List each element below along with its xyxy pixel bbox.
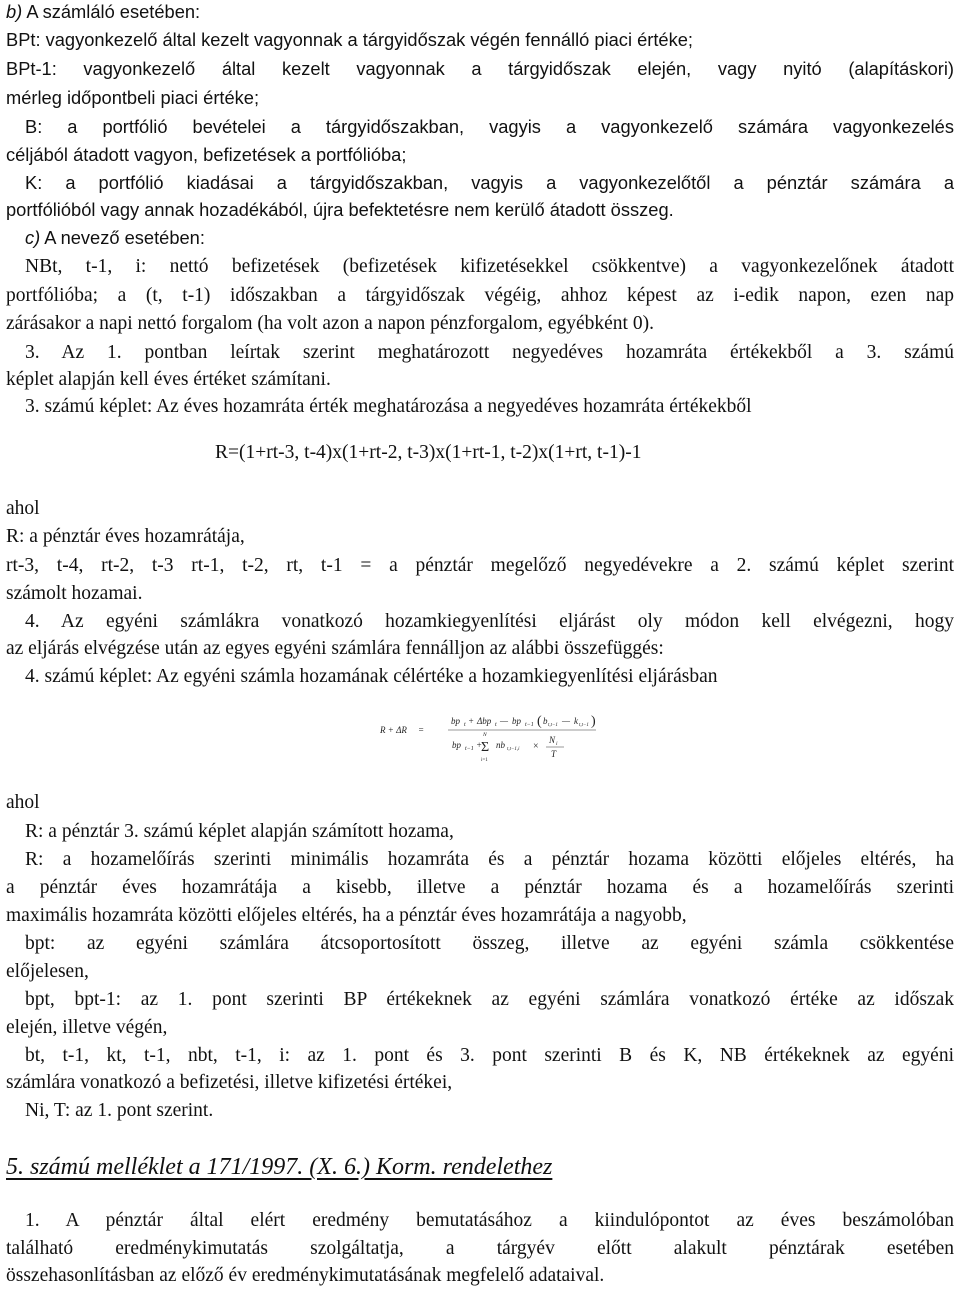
- formula4-frac2-den: T: [551, 749, 557, 759]
- section-c-label: c): [25, 227, 41, 248]
- text-line-k-cont: portfólióból vagy annak hozadékából, újra befektetésre nem kerülő átadott összeg.: [6, 199, 674, 220]
- text-line-bt-kt-def-cont: számlára vonatkozó a befizetési, illetve kifizetési értékei,: [6, 1072, 453, 1093]
- formula4-paren-open: (: [537, 714, 542, 729]
- formula4-den-a-sub: t−1: [465, 746, 474, 752]
- formula4-num-minus: —: [500, 716, 509, 726]
- text-line-point4: 4. Az egyéni számlákra vonatkozó hozamkiegyenlítési eljárást oly módon kell elvégezni, hogy: [25, 611, 954, 632]
- text-line-bpt1-cont: mérleg időpontbeli piaci értéke;: [6, 87, 260, 108]
- formula4-den-nb-sub: t,t−1,i: [507, 747, 520, 752]
- text-line-nbt-cont2: zárásakor a napi nettó forgalom (ha volt azon a napon pénzforgalom, egyébként 0).: [6, 313, 654, 334]
- text-line-nbt-cont1: portfólióba; a (t, t-1) időszakban a tárgyidőszak végéig, ahhoz képest az i-edik napon, ezen nap: [6, 285, 954, 306]
- text-line-r-def: R: a pénztár éves hozamrátája,: [6, 526, 245, 547]
- section-b-heading: [6, 0, 954, 26]
- text-line-point3: 3. Az 1. pontban leírtak szerint meghatározott negyedéves hozamráta értékekből a 3. számú: [25, 342, 954, 363]
- text-line-ni-t-def: Ni, T: az 1. pont szerint.: [25, 1100, 214, 1121]
- formula4-paren-close: ): [591, 714, 596, 729]
- formula4-paren-minus: —: [562, 716, 571, 726]
- formula4-paren-k-sub: t,t−1: [579, 723, 589, 728]
- formula4-num-c-sub: t−1: [525, 722, 534, 728]
- formula4-caption: 4. számú képlet: Az egyéni számla hozamának célértéke a hozamkiegyenlítési eljárásban: [25, 666, 718, 687]
- formula4-image: [378, 708, 598, 768]
- section-c-heading: [25, 223, 954, 252]
- formula4-sigma: Σ: [481, 740, 490, 755]
- formula4-sigma-top: N: [483, 732, 487, 738]
- formula4-eq: =: [418, 725, 425, 735]
- text-line-rt-def: rt-3, t-4, rt-2, t-3 rt-1, t-2, rt, t-1 = a pénztár megelőző negyedévekre a 2. számú képlet szerint: [6, 555, 954, 576]
- formula4-frac2-num-sub: i: [556, 741, 558, 747]
- formula4-den-a: bp: [452, 740, 461, 750]
- formula4-num-a: bp: [451, 716, 460, 726]
- text-line-rt-def-cont: számolt hozamai.: [6, 583, 143, 604]
- text-line-r-formula3: R: a pénztár 3. számú képlet alapján számított hozama,: [25, 821, 454, 842]
- formula4-num-c: bp: [512, 716, 521, 726]
- formula4-num-b-sub: t: [495, 722, 497, 728]
- text-line-bpt-bpt1-def-cont: elején, illetve végén,: [6, 1017, 168, 1038]
- section-b-label: b): [6, 1, 23, 22]
- formula3: R=(1+rt-3, t-4)x(1+rt-2, t-3)x(1+rt-1, t-2)x(1+rt, t-1)-1: [215, 442, 642, 463]
- formula4-num-plus: +: [468, 716, 475, 726]
- text-line-bpt-bpt1-def: bpt, bpt-1: az 1. pont szerinti BP értékeknek az egyéni számlára vonatkozó értéke az időszak: [25, 989, 954, 1010]
- text-line-delta-r: R: a hozamelőírás szerinti minimális hozamráta és a pénztár hozama közötti előjeles eltérés, ha: [25, 849, 954, 870]
- section-c-heading-text: A nevező esetében:: [40, 227, 205, 248]
- text-line-bpt: BPt: vagyonkezelő által kezelt vagyonnak a tárgyidőszak végén fennálló piaci értéke;: [6, 29, 693, 50]
- text-line-b: B: a portfólió bevételei a tárgyidőszakban, vagyis a vagyonkezelő számára vagyonkezelés: [25, 116, 954, 137]
- text-line-b-cont: céljából átadott vagyon, befizetések a portfólióba;: [6, 144, 407, 165]
- formula4-paren-b-sub: t,t−1: [548, 723, 558, 728]
- formula4-den-nb: nb: [496, 740, 505, 750]
- formula4-num-b: Δbp: [477, 716, 492, 726]
- formula3-caption: 3. számú képlet: Az éves hozamráta érték meghatározása a negyedéves hozamráta értékekből: [25, 396, 752, 417]
- formula4-num-a-sub: t: [464, 722, 466, 728]
- text-line-point3-cont: képlet alapján kell éves értéket számítani.: [6, 369, 331, 390]
- text-line-annex5-p1-cont1: található eredménykimutatás szolgáltatja, a tárgyév előtt alakult pénztárak esetében: [6, 1238, 954, 1259]
- section-b-heading-text: A számláló esetében:: [22, 1, 201, 22]
- annex-5-heading: 5. számú melléklet a 171/1997. (X. 6.) Korm. rendelethez: [6, 1154, 553, 1180]
- formula4-paren-k: k: [574, 716, 578, 726]
- text-line-annex5-p1-cont2: összehasonlításban az előző év eredménykimutatásának megfelelő adataival.: [6, 1265, 605, 1286]
- text-line-annex5-p1: 1. A pénztár által elért eredmény bemutatásához a kiindulópontot az éves beszámolóban: [25, 1210, 954, 1231]
- formula4-den-plus: +: [476, 740, 483, 750]
- text-line-bpt-def-cont: előjelesen,: [6, 961, 89, 982]
- text-line-point4-cont: az eljárás elvégzése után az egyes egyéni számlára fennálljon az alábbi összefüggés:: [6, 638, 664, 659]
- formula4-sigma-bottom: i=1: [481, 758, 488, 763]
- formula4-lhs: R + ΔR: [380, 725, 407, 735]
- text-line-delta-r-cont1: a pénztár éves hozamrátája a kisebb, illetve a pénztár hozama és a hozamelőírás szerinti: [6, 877, 954, 898]
- formula4-paren-b: b: [543, 716, 548, 726]
- text-line-bt-kt-def: bt, t-1, kt, t-1, nbt, t-1, i: az 1. pont és 3. pont szerinti B és K, NB értékeknek az egyéni: [25, 1045, 954, 1066]
- text-line-bpt-def: bpt: az egyéni számlára átcsoportosított összeg, illetve az egyéni számla csökkentése: [25, 933, 954, 954]
- text-line-k: K: a portfólió kiadásai a tárgyidőszakban, vagyis a vagyonkezelőtől a pénztár számára a: [25, 172, 954, 193]
- text-line-bpt1: BPt-1: vagyonkezelő által kezelt vagyonnak a tárgyidőszak elején, vagy nyitó (alapításkori): [6, 58, 954, 79]
- text-line-delta-r-cont2: maximális hozamráta közötti előjeles eltérés, ha a pénztár éves hozamrátája a nagyobb,: [6, 905, 687, 926]
- text-where-2: ahol: [6, 792, 40, 813]
- text-where-1: ahol: [6, 498, 40, 519]
- formula4-frac2-num: N: [549, 735, 556, 745]
- formula4-den-times: ×: [533, 741, 539, 752]
- text-line-nbt: NBt, t-1, i: nettó befizetések (befizetések kifizetésekkel csökkentve) a vagyonkezelőnek átadott: [25, 256, 954, 277]
